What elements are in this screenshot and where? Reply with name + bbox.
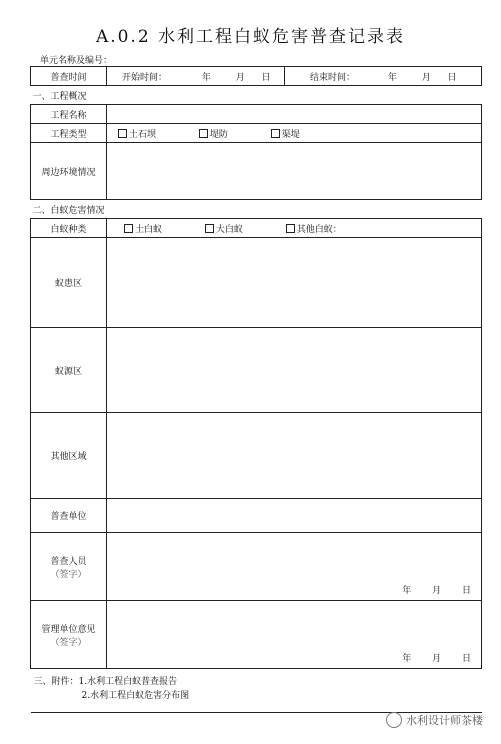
watermark: 水利设计师茶楼: [386, 712, 483, 728]
survey-time-label: 普查时间: [31, 67, 107, 86]
type-option-levee[interactable]: 堤防: [199, 127, 228, 140]
survey-staff-signature-field[interactable]: 年 月 日: [107, 533, 482, 601]
source-area-field[interactable]: [107, 328, 482, 413]
checkbox-icon: [118, 129, 127, 138]
wechat-icon: [386, 712, 402, 728]
other-area-field[interactable]: [107, 413, 482, 499]
source-area-label: 蚁源区: [31, 328, 107, 413]
type-option-earth-dam[interactable]: 土石坝: [118, 127, 156, 140]
project-type-options: [107, 124, 482, 143]
type-option-canal-embankment[interactable]: 渠堤: [271, 127, 300, 140]
section2-heading: 二、白蚁危害情况: [31, 200, 482, 219]
survey-staff-label: 普查人员 （签字）: [31, 533, 107, 601]
end-time-cell[interactable]: 结束时间： 年 月 日: [285, 67, 482, 86]
attachment-item-2: 2.水利工程白蚁危害分布图: [81, 691, 190, 701]
section1-heading: 一、工程概况: [31, 86, 482, 105]
project-name-label: 工程名称: [31, 105, 107, 124]
species-options: [107, 219, 482, 238]
species-option-soil-termite[interactable]: 土白蚁: [124, 222, 162, 235]
record-form: [30, 66, 481, 713]
checkbox-icon: [124, 224, 133, 233]
attachments-section: [31, 669, 482, 713]
checkbox-icon: [271, 129, 280, 138]
environment-field[interactable]: [107, 143, 482, 200]
management-opinion-label: 管理单位意见 （签字）: [31, 601, 107, 669]
species-option-big-termite[interactable]: 大白蚁: [205, 222, 243, 235]
checkbox-icon: [205, 224, 214, 233]
unit-name-label: 单元名称及编号：: [40, 56, 113, 66]
attachment-item-1: 三、附件：1.水利工程白蚁普查报告: [33, 677, 178, 687]
checkbox-icon: [286, 224, 295, 233]
environment-label: 周边环境情况: [31, 143, 107, 200]
survey-time-row: [31, 67, 482, 86]
species-option-other[interactable]: 其他白蚁：: [286, 222, 342, 235]
project-type-label: 工程类型: [31, 124, 107, 143]
management-opinion-field[interactable]: 年 月 日: [107, 601, 482, 669]
other-area-label: 其他区域: [31, 413, 107, 499]
checkbox-icon: [199, 129, 208, 138]
survey-unit-label: 普查单位: [31, 499, 107, 533]
species-label: 白蚁种类: [31, 219, 107, 238]
infestation-area-label: 蚁患区: [31, 238, 107, 328]
page-title: A.0.2 水利工程白蚁危害普查记录表: [95, 27, 406, 47]
start-time-cell[interactable]: 开始时间： 年 月 日: [107, 67, 285, 86]
project-name-field[interactable]: [107, 105, 482, 124]
infestation-area-field[interactable]: [107, 238, 482, 328]
survey-unit-field[interactable]: [107, 499, 482, 533]
